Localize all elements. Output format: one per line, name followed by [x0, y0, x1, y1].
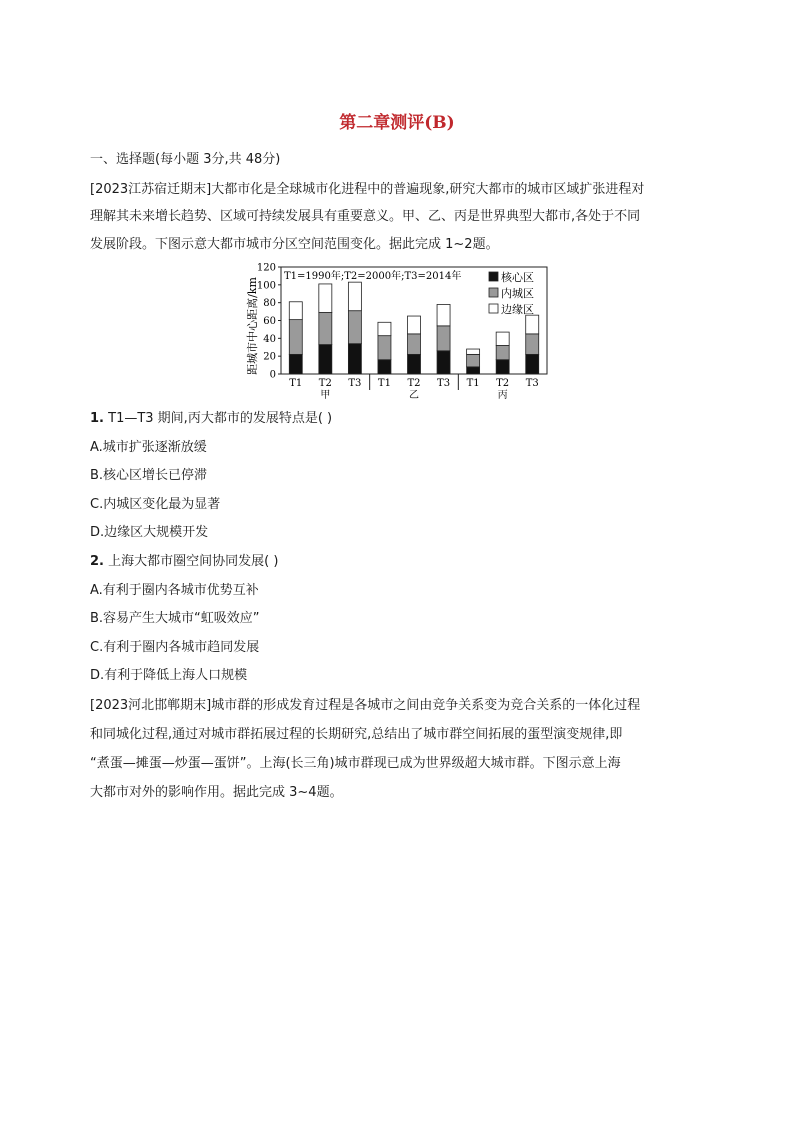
bar-segment-core	[437, 351, 450, 374]
page-title: 第二章测评(B)	[339, 113, 455, 133]
bar-segment-edge	[437, 304, 450, 325]
bar-segment-edge	[348, 282, 361, 311]
bar-segment-inner	[496, 345, 509, 359]
q1-option-d: D.边缘区大规模开发	[90, 525, 209, 540]
chart-ylabel: 距城市中心距离/km	[246, 277, 259, 375]
bar-segment-inner	[319, 312, 332, 344]
intro2-line-2: 和同城化过程,通过对城市群拓展过程的长期研究,总结出了城市群空间拓展的蛋型演变规律,即	[90, 727, 623, 742]
bar-segment-inner	[348, 311, 361, 344]
intro1-line-2: 理解其未来增长趋势、区域可持续发展具有重要意义。甲、乙、丙是世界典型大都市,各处于不同	[90, 209, 641, 224]
q1-option-c: C.内城区变化最为显著	[90, 497, 221, 512]
x-tick-label: T1	[377, 378, 391, 389]
bar-segment-inner	[289, 320, 302, 355]
bar-segment-core	[496, 360, 509, 374]
bar-segment-edge	[319, 284, 332, 313]
question-1	[90, 411, 332, 427]
question-number: 1.	[90, 411, 104, 426]
y-tick-label: 40	[263, 333, 276, 345]
legend-label: 内城区	[501, 287, 534, 300]
intro2-line-3: “煮蛋—摊蛋—炒蛋—蛋饼”。上海(长三角)城市群现已成为世界级超大城市群。下图示意上海	[90, 756, 621, 771]
q2-option-d: D.有利于降低上海人口规模	[90, 668, 248, 683]
bar-segment-core	[289, 354, 302, 374]
bar-segment-core	[526, 354, 539, 374]
bar-segment-inner	[526, 334, 539, 355]
group-label: 甲	[320, 390, 331, 401]
bar-segment-edge	[289, 302, 302, 320]
bar-segment-core	[319, 345, 332, 374]
q1-option-b: B.核心区增长已停滞	[90, 468, 208, 483]
legend-label: 核心区	[501, 271, 534, 284]
x-tick-label: T3	[437, 378, 451, 389]
bar-segment-edge	[467, 349, 480, 354]
intro1-line-3: 发展阶段。下图示意大都市城市分区空间范围变化。据此完成 1~2题。	[90, 237, 499, 252]
question-number: 2.	[90, 554, 104, 569]
intro2-line-4: 大都市对外的影响作用。据此完成 3~4题。	[90, 785, 343, 800]
question-stem: 上海大都市圈空间协同发展( )	[108, 554, 279, 569]
y-tick-label: 60	[263, 316, 276, 327]
bar-segment-core	[408, 354, 421, 374]
bar-segment-core	[348, 344, 361, 374]
stacked-bar-chart	[240, 262, 552, 402]
legend-label: 边缘区	[501, 303, 534, 316]
x-tick-label: T3	[525, 378, 539, 389]
y-tick-label: 0	[269, 369, 276, 381]
group-label: 丙	[497, 390, 508, 401]
x-tick-label: T3	[348, 378, 362, 389]
legend-swatch	[489, 288, 498, 297]
x-tick-label: T2	[407, 378, 421, 389]
y-tick-label: 80	[263, 298, 276, 310]
period-annotation: T1=1990年;T2=2000年;T3=2014年	[284, 271, 462, 282]
bar-segment-edge	[496, 332, 509, 345]
intro2-line-1: [2023河北邯郸期末]城市群的形成发育过程是各城市之间由竞争关系变为竞合关系的一体化过程	[90, 698, 641, 713]
bar-segment-edge	[408, 316, 421, 334]
bar-segment-edge	[526, 315, 539, 334]
x-tick-label: T2	[318, 378, 332, 389]
bar-segment-inner	[408, 334, 421, 355]
q2-option-c: C.有利于圈内各城市趋同发展	[90, 640, 260, 655]
bar-segment-inner	[467, 354, 480, 366]
legend-swatch	[489, 272, 498, 281]
y-tick-label: 20	[263, 351, 276, 363]
section-heading: 一、选择题(每小题 3分,共 48分)	[90, 152, 281, 167]
group-label: 乙	[409, 390, 419, 401]
q1-option-a: A.城市扩张逐渐放缓	[90, 440, 207, 455]
x-tick-label: T1	[466, 378, 480, 389]
question-stem: T1—T3 期间,丙大都市的发展特点是( )	[108, 411, 333, 426]
y-tick-label: 100	[256, 280, 276, 292]
question-2	[90, 554, 278, 570]
bar-segment-core	[378, 360, 391, 374]
y-tick-label: 120	[256, 262, 276, 274]
intro1-line-1: [2023江苏宿迁期末]大都市化是全球城市化进程中的普遍现象,研究大都市的城市区域扩张进程对	[90, 182, 645, 197]
x-tick-label: T2	[496, 378, 510, 389]
q2-option-b: B.容易产生大城市“虹吸效应”	[90, 611, 260, 626]
legend-swatch	[489, 304, 498, 313]
bar-segment-inner	[437, 326, 450, 351]
x-tick-label: T1	[289, 378, 303, 389]
bar-segment-inner	[378, 336, 391, 360]
bar-segment-core	[467, 367, 480, 374]
q2-option-a: A.有利于圈内各城市优势互补	[90, 583, 259, 598]
bar-segment-edge	[378, 322, 391, 335]
